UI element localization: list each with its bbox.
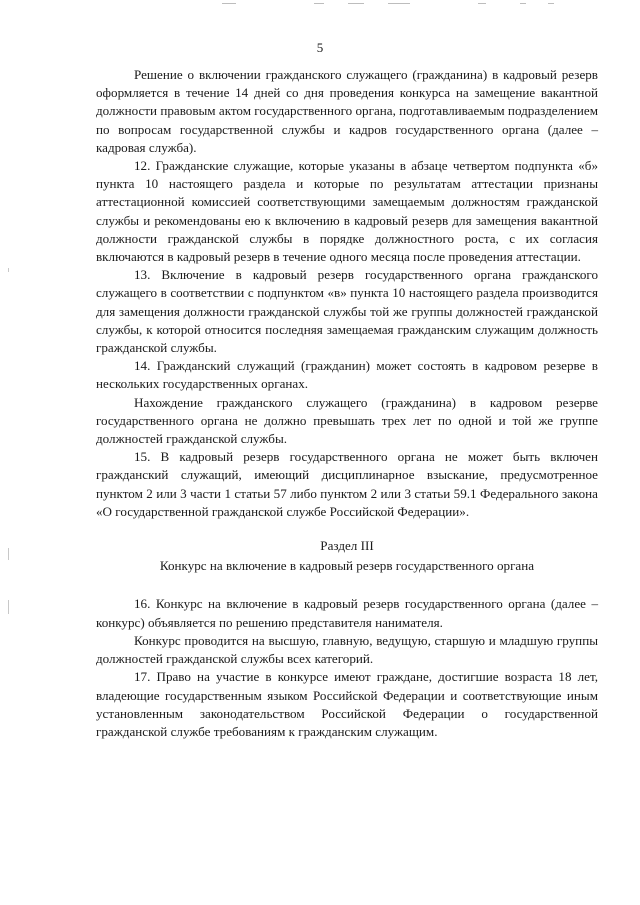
- section-title: Конкурс на включение в кадровый резерв государственного органа: [159, 558, 535, 574]
- scan-top-edge-marks: [0, 0, 640, 8]
- paragraph-15: 15. В кадровый резерв государственного органа не может быть включен гражданский служащий, имеющий дисциплинарное взыскание, предусмотренное пунктом 2 или 3 части 1 статьи 57 либо пунктом 2 или 3 статьи 59.1 Федерального закона «О государственной гражданской службе Российской Федерации».: [96, 449, 598, 519]
- paragraph-reserve-decision: Решение о включении гражданского служащего (гражданина) в кадровый резерв оформляется в течение 14 дней со дня проведения конкурса на замещение вакантной должности правовым актом государственного органа, подготавливаемым подразделением по вопросам государственной службы и кадров государственного органа (далее – кадровая служба).: [96, 67, 598, 155]
- paragraph-reserve-duration: Нахождение гражданского служащего (гражданина) в кадровом резерве государственного органа не должно превышать трех лет по одной и той же группе должностей гражданской службы.: [96, 394, 598, 447]
- paragraph-13: 13. Включение в кадровый резерв государственного органа гражданского служащего в соответствии с подпунктом «в» пункта 10 настоящего раздела производится для замещения должности гражданской службы той же группы должностей гражданской службы, к которой относится последняя замещаемая гражданским служащим должность гражданской службы.: [96, 267, 598, 356]
- paragraph-12: 12. Гражданские служащие, которые указаны в абзаце четвертом подпункта «б» пункта 10 настоящего раздела и которые по результатам аттестации признаны аттестационной комиссией соответствующими замещаемым должностям гражданской службы и рекомендованы ею к включению в кадровый резерв для замещения вакантной должности гражданской службы в порядке должностного роста, с их согласия включаются в кадровый резерв в течение одного месяца после проведения аттестации.: [96, 158, 598, 265]
- paragraph-16: 16. Конкурс на включение в кадровый резерв государственного органа (далее – конкурс) объявляется по решению представителя нанимателя.: [96, 596, 598, 630]
- paragraph-14: 14. Гражданский служащий (гражданин) может состоять в кадровом резерве в нескольких государственных органах.: [96, 358, 598, 392]
- paragraph-17: 17. Право на участие в конкурсе имеют граждане, достигшие возраста 18 лет, владеющие государственным языком Российской Федерации и соответствующие иным установленным законодательством Российской Федерации о государственной гражданской службе требованиям к гражданским служащим.: [96, 669, 598, 739]
- section-number: Раздел III: [320, 538, 374, 554]
- document-body: [96, 66, 598, 741]
- page-number: 5: [316, 40, 324, 55]
- paragraph-competition-groups: Конкурс проводится на высшую, главную, ведущую, старшую и младшую группы должностей гражданской службы всех категорий.: [96, 632, 598, 667]
